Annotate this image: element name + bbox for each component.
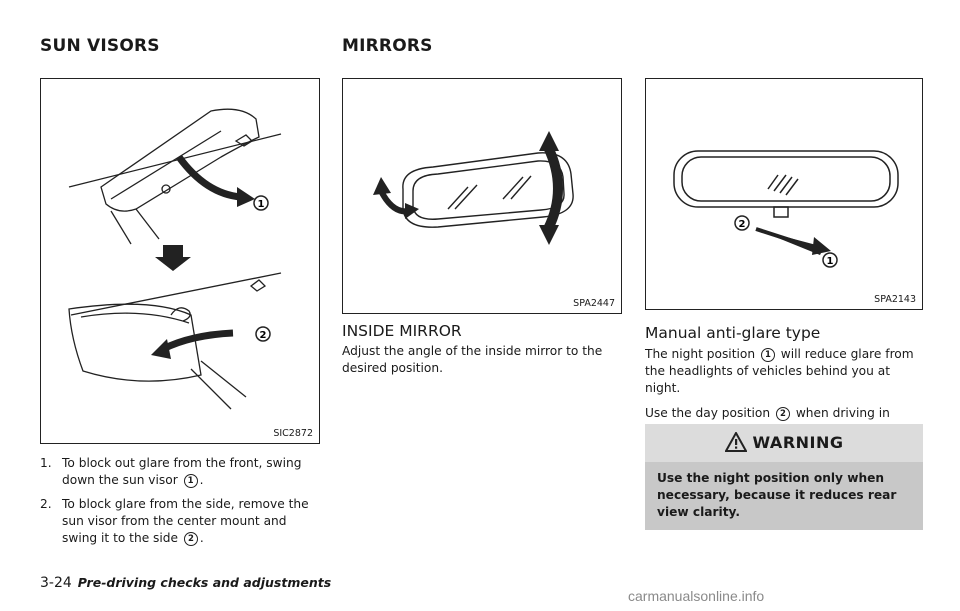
- callout-badge: 2: [184, 532, 198, 546]
- warning-triangle-icon: [725, 432, 747, 452]
- page-footer: [40, 575, 331, 591]
- figure-code: SIC2872: [273, 428, 313, 439]
- watermark: carmanualsonline.info: [628, 588, 765, 604]
- callout-1: 1: [826, 256, 834, 267]
- heading-sun-visors: SUN VISORS: [40, 36, 160, 56]
- heading-mirrors: MIRRORS: [342, 36, 433, 56]
- callout-badge: 1: [761, 348, 775, 362]
- inside-mirror-body: Adjust the angle of the inside mirror to the desired position.: [342, 344, 603, 375]
- warning-box: [645, 424, 923, 530]
- figure-anti-glare-mirror: [645, 78, 923, 310]
- warning-body: Use the night position only when necessary, because it reduces rear view clarity.: [645, 462, 923, 530]
- figure-code: SPA2447: [573, 298, 615, 309]
- anti-glare-title: Manual anti-glare type: [645, 324, 821, 342]
- figure-code: SPA2143: [874, 294, 916, 305]
- step-number: 1.: [40, 456, 52, 470]
- callout-badge: 2: [776, 407, 790, 421]
- warning-title: WARNING: [752, 432, 844, 452]
- night-position-text: The night position 1 will reduce glare from the headlights of vehicles behind you at night.: [645, 347, 914, 395]
- list-item: [40, 496, 322, 547]
- warning-header: [645, 424, 923, 460]
- list-item: [40, 455, 322, 489]
- figure-sun-visor: [40, 78, 320, 444]
- figure-inside-mirror: [342, 78, 622, 314]
- callout-2: 2: [738, 219, 746, 230]
- chapter-title: Pre-driving checks and adjustments: [77, 575, 332, 590]
- inside-mirror-illustration: [343, 79, 623, 315]
- day-position-text: Use the day position 2 when driving in: [645, 406, 890, 420]
- callout-1: 1: [257, 199, 265, 210]
- anti-glare-mirror-illustration: [646, 79, 924, 311]
- inside-mirror-title: INSIDE MIRROR: [342, 322, 462, 340]
- step-text: To block out glare from the front, swing down the sun visor 1 .: [62, 456, 302, 487]
- callout-badge: 1: [184, 474, 198, 488]
- sun-visor-steps: [40, 455, 322, 554]
- page-number: 3-24: [40, 575, 72, 591]
- step-number: 2.: [40, 497, 52, 511]
- callout-2: 2: [259, 330, 267, 341]
- step-text: To block glare from the side, remove the sun visor from the center mount and swing it to the side 2 .: [62, 497, 309, 545]
- sun-visor-illustration: [41, 79, 321, 445]
